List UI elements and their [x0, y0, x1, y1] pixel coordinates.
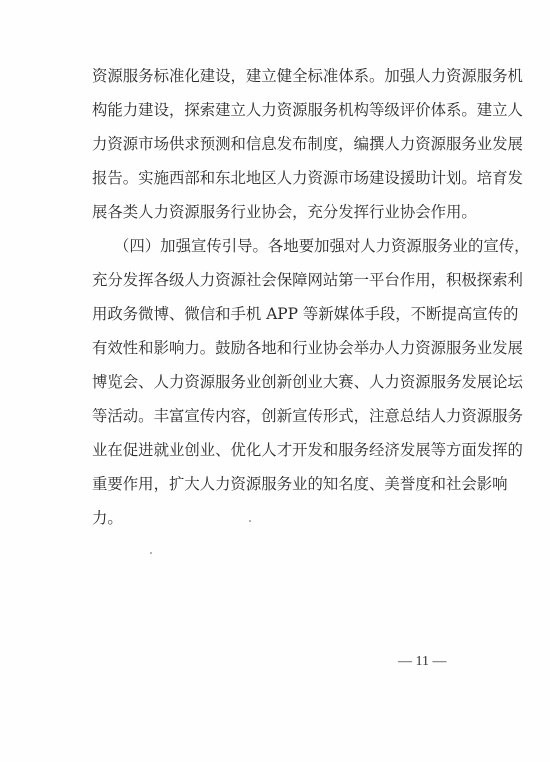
paragraph-1-line-4: 报告。实施西部和东北地区人力资源市场建设援助计划。培育发: [92, 169, 523, 187]
paragraph-2-line-4: 有效性和影响力。鼓励各地和行业协会举办人力资源服务业发展: [92, 339, 523, 357]
paragraph-2-line-6: 等活动。丰富宣传内容，创新宣传形式，注意总结人力资源服务: [92, 407, 523, 425]
paragraph-2-line-2: 充分发挥各级人力资源社会保障网站第一平台作用，积极探索利: [92, 271, 523, 289]
paragraph-2-line-7: 业在促进就业创业、优化人才开发和服务经济发展等方面发挥的: [92, 441, 523, 459]
paragraph-2-line-5: 博览会、人力资源服务业创新创业大赛、人力资源服务发展论坛: [92, 373, 523, 391]
paragraph-1-line-3: 力资源市场供求预测和信息发布制度，编撰人力资源服务业发展: [92, 135, 523, 153]
paragraph-2-line-8: 重要作用，扩大人力资源服务业的知名度、美誉度和社会影响: [92, 475, 508, 493]
paragraph-2-line-1: （四）加强宣传引导。各地要加强对人力资源服务业的宣传，: [114, 237, 530, 255]
paragraph-2-line-3: 用政务微博、微信和手机 APP 等新媒体手段，不断提高宣传的: [92, 305, 519, 323]
paragraph-1-line-2: 构能力建设，探索建立人力资源服务机构等级评价体系。建立人: [92, 101, 523, 119]
page-number: — 11 —: [398, 654, 447, 669]
paragraph-1-line-5: 展各类人力资源服务行业协会，充分发挥行业协会作用。: [92, 203, 477, 221]
scan-speck: [249, 520, 251, 522]
paragraph-2-line-9: 力。: [92, 509, 123, 527]
scan-speck: [150, 552, 152, 554]
paragraph-1-line-1: 资源服务标准化建设，建立健全标准体系。加强人力资源服务机: [92, 67, 523, 85]
